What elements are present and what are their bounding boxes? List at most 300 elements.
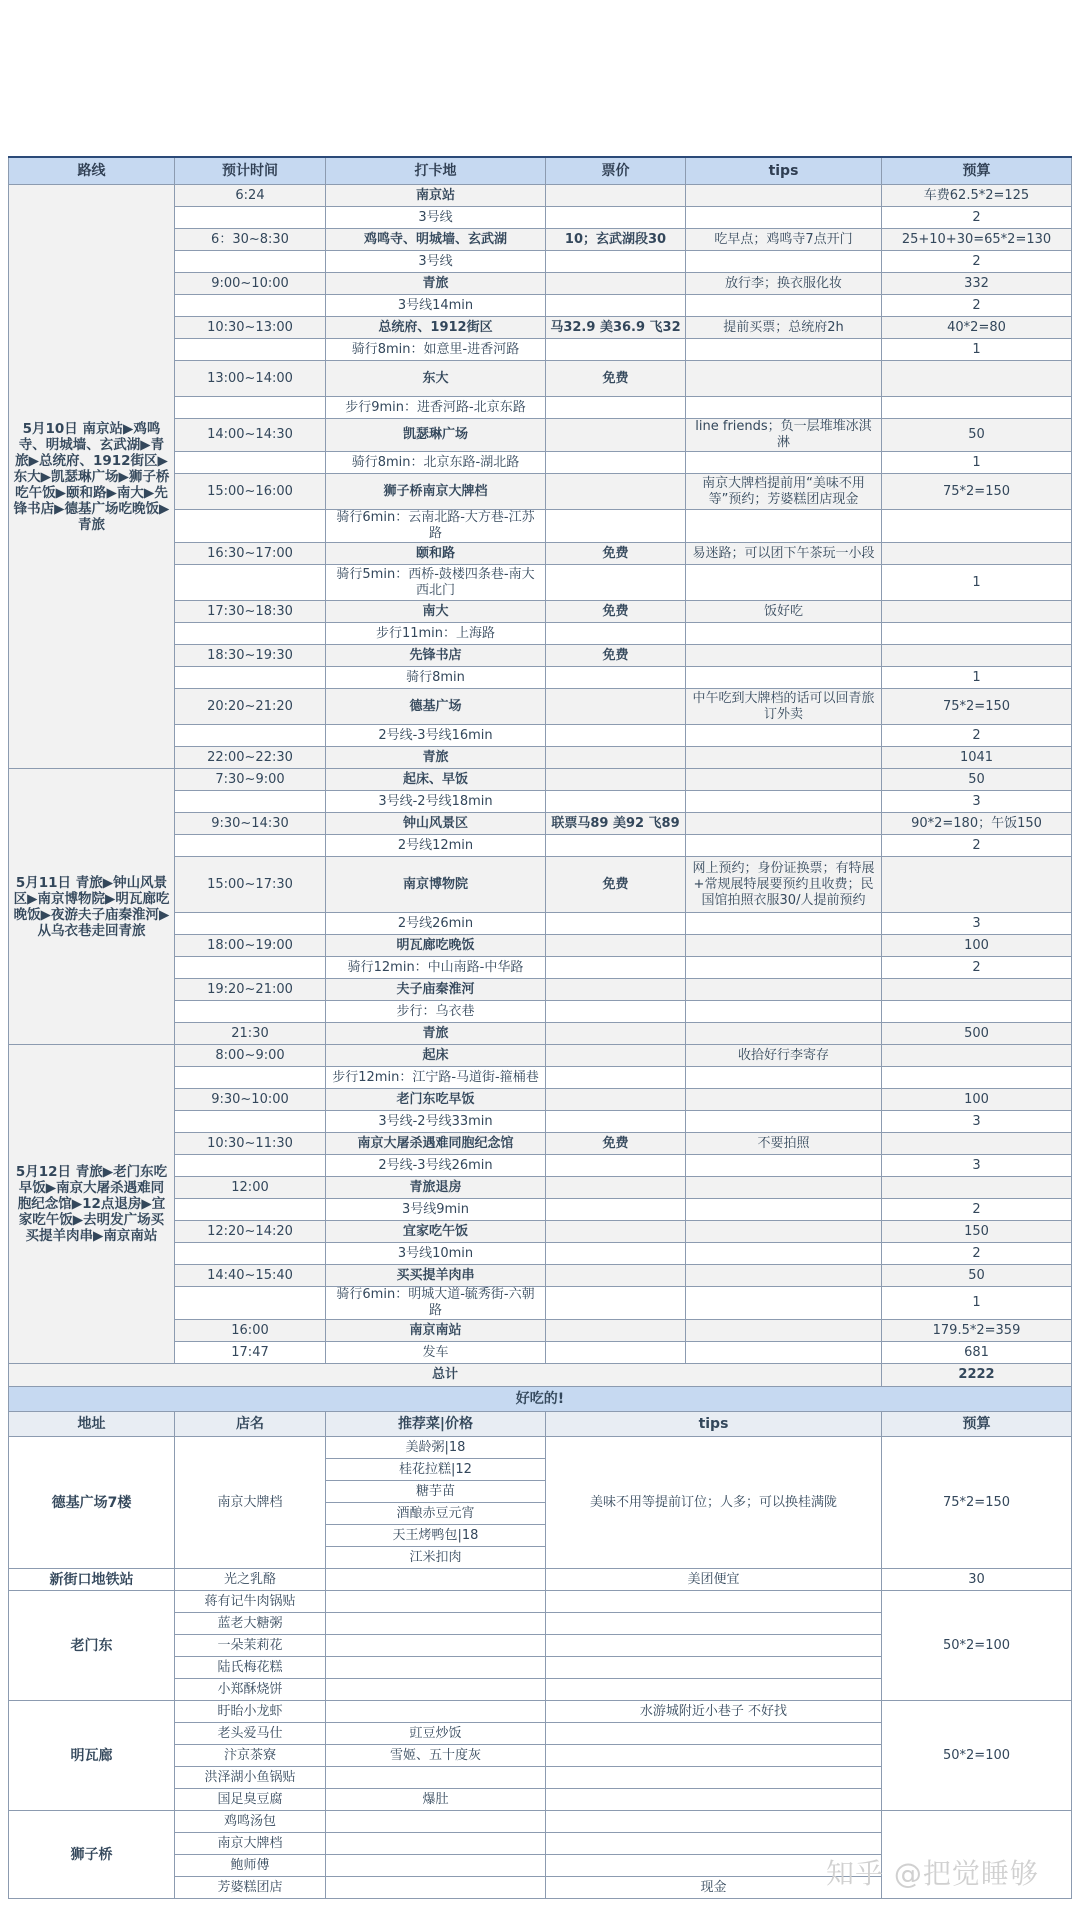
food-dish <box>326 1811 546 1833</box>
ticket-cell <box>546 913 686 935</box>
time-cell: 12:20~14:20 <box>175 1221 326 1243</box>
place-cell: 发车 <box>326 1342 546 1364</box>
tips-cell <box>686 1089 882 1111</box>
ticket-cell <box>546 295 686 317</box>
place-cell: 步行：乌衣巷 <box>326 1001 546 1023</box>
place-cell: 2号线12min <box>326 835 546 857</box>
budget-cell: 90*2=180；午饭150 <box>882 813 1072 835</box>
food-budget: 50*2=100 <box>882 1701 1072 1811</box>
food-dish: 江米扣肉 <box>326 1547 546 1569</box>
food-dish <box>326 1569 546 1591</box>
tips-cell: 网上预约；身份证换票；有特展+常规展特展要预约且收费；民国馆拍照衣服30/人提前预约 <box>686 857 882 913</box>
tips-cell <box>686 791 882 813</box>
ticket-cell <box>546 769 686 791</box>
food-shop: 小郑酥烧饼 <box>175 1679 326 1701</box>
itinerary-row <box>9 769 1072 791</box>
place-cell: 起床 <box>326 1045 546 1067</box>
time-cell <box>175 510 326 543</box>
time-cell <box>175 565 326 601</box>
time-cell <box>175 835 326 857</box>
food-row <box>9 1591 1072 1613</box>
food-row <box>9 1811 1072 1833</box>
ticket-cell: 免费 <box>546 361 686 397</box>
budget-cell: 500 <box>882 1023 1072 1045</box>
budget-cell <box>882 623 1072 645</box>
time-cell <box>175 295 326 317</box>
budget-cell: 75*2=150 <box>882 689 1072 725</box>
budget-cell: 681 <box>882 1342 1072 1364</box>
tips-cell <box>686 339 882 361</box>
tips-cell <box>686 565 882 601</box>
time-cell <box>175 725 326 747</box>
time-cell <box>175 1001 326 1023</box>
budget-cell <box>882 1133 1072 1155</box>
time-cell: 10:30~13:00 <box>175 317 326 339</box>
place-cell: 颐和路 <box>326 543 546 565</box>
tips-cell <box>686 452 882 474</box>
place-cell: 3号线-2号线33min <box>326 1111 546 1133</box>
tips-cell <box>686 979 882 1001</box>
food-shop: 一朵茉莉花 <box>175 1635 326 1657</box>
time-cell: 21:30 <box>175 1023 326 1045</box>
food-shop: 鲍师傅 <box>175 1855 326 1877</box>
tips-cell: 放行李；换衣服化妆 <box>686 273 882 295</box>
time-cell: 6:24 <box>175 185 326 207</box>
time-cell <box>175 1199 326 1221</box>
food-shop: 盱眙小龙虾 <box>175 1701 326 1723</box>
place-cell: 步行12min：江宁路-马道街-箍桶巷 <box>326 1067 546 1089</box>
time-cell: 15:00~16:00 <box>175 474 326 510</box>
tips-cell <box>686 361 882 397</box>
ticket-cell <box>546 979 686 1001</box>
budget-cell: 40*2=80 <box>882 317 1072 339</box>
ticket-cell <box>546 397 686 419</box>
tips-cell <box>686 935 882 957</box>
budget-cell: 1 <box>882 452 1072 474</box>
ticket-cell <box>546 957 686 979</box>
food-row <box>9 1437 1072 1459</box>
budget-cell: 2 <box>882 957 1072 979</box>
place-cell: 3号线 <box>326 207 546 229</box>
header-ticket: 票价 <box>546 157 686 185</box>
tips-cell <box>686 957 882 979</box>
ticket-cell <box>546 339 686 361</box>
ticket-cell <box>546 1111 686 1133</box>
food-dish: 桂花拉糕|12 <box>326 1459 546 1481</box>
ticket-cell <box>546 419 686 452</box>
time-cell <box>175 207 326 229</box>
place-cell: 3号线10min <box>326 1243 546 1265</box>
tips-cell <box>686 510 882 543</box>
time-cell <box>175 623 326 645</box>
time-cell <box>175 1287 326 1320</box>
ticket-cell <box>546 1023 686 1045</box>
time-cell: 18:00~19:00 <box>175 935 326 957</box>
table-header-row <box>9 157 1072 185</box>
ticket-cell <box>546 667 686 689</box>
ticket-cell <box>546 251 686 273</box>
ticket-cell <box>546 1199 686 1221</box>
time-cell: 12:00 <box>175 1177 326 1199</box>
food-header-dish: 推荐菜|价格 <box>326 1412 546 1437</box>
time-cell: 17:30~18:30 <box>175 601 326 623</box>
food-tips: 水游城附近小巷子 不好找 <box>546 1701 882 1723</box>
food-shop: 蓝老大糖粥 <box>175 1613 326 1635</box>
tips-cell <box>686 397 882 419</box>
time-cell <box>175 913 326 935</box>
budget-cell <box>882 1067 1072 1089</box>
tips-cell: 不要拍照 <box>686 1133 882 1155</box>
place-cell: 南京南站 <box>326 1320 546 1342</box>
food-section-row <box>9 1387 1072 1412</box>
ticket-cell <box>546 747 686 769</box>
food-shop: 光之乳酪 <box>175 1569 326 1591</box>
ticket-cell <box>546 725 686 747</box>
food-header-row <box>9 1412 1072 1437</box>
food-tips <box>546 1811 882 1833</box>
time-cell <box>175 957 326 979</box>
tips-cell <box>686 185 882 207</box>
food-shop: 南京大牌档 <box>175 1833 326 1855</box>
total-row <box>9 1364 1072 1387</box>
time-cell <box>175 1067 326 1089</box>
food-header-budget: 预算 <box>882 1412 1072 1437</box>
food-area-xinjiekou: 新街口地铁站 <box>9 1569 175 1591</box>
food-budget: 50*2=100 <box>882 1591 1072 1701</box>
place-cell: 东大 <box>326 361 546 397</box>
ticket-cell <box>546 273 686 295</box>
time-cell <box>175 339 326 361</box>
itinerary-row <box>9 1045 1072 1067</box>
place-cell: 起床、早饭 <box>326 769 546 791</box>
zhihu-watermark: 知乎 @把觉睡够 <box>826 1857 1039 1890</box>
ticket-cell <box>546 1177 686 1199</box>
ticket-cell <box>546 185 686 207</box>
ticket-cell <box>546 1067 686 1089</box>
budget-cell <box>882 361 1072 397</box>
budget-cell: 50 <box>882 1265 1072 1287</box>
budget-cell <box>882 979 1072 1001</box>
budget-cell: 1 <box>882 565 1072 601</box>
place-cell: 骑行8min <box>326 667 546 689</box>
tips-cell <box>686 251 882 273</box>
place-cell: 买买提羊肉串 <box>326 1265 546 1287</box>
budget-cell: 3 <box>882 913 1072 935</box>
day-route: 5月10日 南京站▶鸡鸣寺、明城墙、玄武湖▶青旅▶总统府、1912街区▶东大▶凯瑟琳广场▶狮子桥吃午饭▶颐和路▶南大▶先锋书店▶德基广场吃晚饭▶青旅 <box>9 185 175 769</box>
ticket-cell: 马32.9 美36.9 飞32 <box>546 317 686 339</box>
place-cell: 青旅 <box>326 747 546 769</box>
tips-cell: line friends；负一层堆堆冰淇淋 <box>686 419 882 452</box>
ticket-cell: 10；玄武湖段30 <box>546 229 686 251</box>
time-cell: 14:40~15:40 <box>175 1265 326 1287</box>
tips-cell <box>686 1287 882 1320</box>
budget-cell: 75*2=150 <box>882 474 1072 510</box>
day-route: 5月11日 青旅▶钟山风景区▶南京博物院▶明瓦廊吃晚饭▶夜游夫子庙秦淮河▶从乌衣巷走回青旅 <box>9 769 175 1045</box>
time-cell: 13:00~14:00 <box>175 361 326 397</box>
place-cell: 钟山风景区 <box>326 813 546 835</box>
budget-cell: 3 <box>882 1155 1072 1177</box>
tips-cell <box>686 913 882 935</box>
tips-cell <box>686 1199 882 1221</box>
food-dish: 酒酿赤豆元宵 <box>326 1503 546 1525</box>
food-shop: 国足臭豆腐 <box>175 1789 326 1811</box>
budget-cell <box>882 1045 1072 1067</box>
place-cell: 德基广场 <box>326 689 546 725</box>
tips-cell: 饭好吃 <box>686 601 882 623</box>
budget-cell <box>882 1177 1072 1199</box>
header-tips: tips <box>686 157 882 185</box>
tips-cell <box>686 1221 882 1243</box>
ticket-cell: 免费 <box>546 857 686 913</box>
time-cell: 16:30~17:00 <box>175 543 326 565</box>
budget-cell: 25+10+30=65*2=130 <box>882 229 1072 251</box>
ticket-cell <box>546 452 686 474</box>
place-cell: 2号线-3号线26min <box>326 1155 546 1177</box>
budget-cell: 100 <box>882 935 1072 957</box>
food-dish: 豇豆炒饭 <box>326 1723 546 1745</box>
budget-cell: 3 <box>882 1111 1072 1133</box>
ticket-cell: 免费 <box>546 645 686 667</box>
ticket-cell <box>546 1045 686 1067</box>
budget-cell: 2 <box>882 1243 1072 1265</box>
place-cell: 3号线-2号线18min <box>326 791 546 813</box>
food-tips: 现金 <box>546 1877 882 1899</box>
ticket-cell <box>546 1243 686 1265</box>
place-cell: 3号线 <box>326 251 546 273</box>
food-shop: 鸡鸣汤包 <box>175 1811 326 1833</box>
budget-cell <box>882 397 1072 419</box>
food-shop: 陆氏梅花糕 <box>175 1657 326 1679</box>
time-cell <box>175 667 326 689</box>
tips-cell <box>686 1023 882 1045</box>
place-cell: 鸡鸣寺、明城墙、玄武湖 <box>326 229 546 251</box>
time-cell: 20:20~21:20 <box>175 689 326 725</box>
tips-cell: 吃早点；鸡鸣寺7点开门 <box>686 229 882 251</box>
food-row <box>9 1701 1072 1723</box>
ticket-cell <box>546 207 686 229</box>
ticket-cell <box>546 623 686 645</box>
time-cell: 14:00~14:30 <box>175 419 326 452</box>
time-cell: 9:30~14:30 <box>175 813 326 835</box>
food-dish <box>326 1767 546 1789</box>
budget-cell: 2 <box>882 295 1072 317</box>
budget-cell <box>882 857 1072 913</box>
place-cell: 南京大屠杀遇难同胞纪念馆 <box>326 1133 546 1155</box>
place-cell: 南京站 <box>326 185 546 207</box>
food-body <box>9 1364 1072 1899</box>
budget-cell: 2 <box>882 207 1072 229</box>
food-dish: 雪姬、五十度灰 <box>326 1745 546 1767</box>
budget-cell: 179.5*2=359 <box>882 1320 1072 1342</box>
tips-cell <box>686 1265 882 1287</box>
budget-cell: 1 <box>882 339 1072 361</box>
tips-cell <box>686 725 882 747</box>
day-route: 5月12日 青旅▶老门东吃早饭▶南京大屠杀遇难同胞纪念馆▶12点退房▶宜家吃午饭▶去明发广场买买提羊肉串▶南京南站 <box>9 1045 175 1364</box>
time-cell: 7:30~9:00 <box>175 769 326 791</box>
budget-cell: 2 <box>882 251 1072 273</box>
tips-cell <box>686 207 882 229</box>
itinerary-body <box>9 185 1072 1364</box>
place-cell: 南京博物院 <box>326 857 546 913</box>
food-shop: 蒋有记牛肉锅贴 <box>175 1591 326 1613</box>
place-cell: 骑行5min：西桥-鼓楼四条巷-南大西北门 <box>326 565 546 601</box>
budget-cell: 50 <box>882 769 1072 791</box>
food-shop: 汴京茶寮 <box>175 1745 326 1767</box>
time-cell: 9:30~10:00 <box>175 1089 326 1111</box>
ticket-cell: 联票马89 美92 飞89 <box>546 813 686 835</box>
header-time: 预计时间 <box>175 157 326 185</box>
place-cell: 骑行6min：云南北路-大方巷-江苏路 <box>326 510 546 543</box>
ticket-cell <box>546 1155 686 1177</box>
ticket-cell <box>546 1089 686 1111</box>
place-cell: 明瓦廊吃晚饭 <box>326 935 546 957</box>
time-cell: 15:00~17:30 <box>175 857 326 913</box>
budget-cell: 150 <box>882 1221 1072 1243</box>
place-cell: 夫子庙秦淮河 <box>326 979 546 1001</box>
place-cell: 狮子桥南京大牌档 <box>326 474 546 510</box>
tips-cell <box>686 1111 882 1133</box>
ticket-cell <box>546 510 686 543</box>
tips-cell <box>686 1177 882 1199</box>
food-area-mingwalang: 明瓦廊 <box>9 1701 175 1811</box>
place-cell: 先锋书店 <box>326 645 546 667</box>
food-dish <box>326 1701 546 1723</box>
tips-cell <box>686 769 882 791</box>
time-cell: 22:00~22:30 <box>175 747 326 769</box>
budget-cell: 1 <box>882 667 1072 689</box>
budget-cell: 车费62.5*2=125 <box>882 185 1072 207</box>
food-section-title: 好吃的! <box>9 1387 1072 1412</box>
ticket-cell <box>546 835 686 857</box>
place-cell: 凯瑟琳广场 <box>326 419 546 452</box>
budget-cell: 2 <box>882 725 1072 747</box>
tips-cell <box>686 1155 882 1177</box>
ticket-cell <box>546 935 686 957</box>
tips-cell <box>686 667 882 689</box>
itinerary-row <box>9 185 1072 207</box>
budget-cell: 2 <box>882 835 1072 857</box>
food-dish <box>326 1591 546 1613</box>
place-cell: 老门东吃早饭 <box>326 1089 546 1111</box>
food-shop: 老头爱马仕 <box>175 1723 326 1745</box>
ticket-cell: 免费 <box>546 601 686 623</box>
food-tips: 美味不用等提前订位；人多；可以换桂满陇 <box>546 1437 882 1569</box>
ticket-cell <box>546 474 686 510</box>
food-area-dekey: 德基广场7楼 <box>9 1437 175 1569</box>
tips-cell: 易迷路；可以团下午茶玩一小段 <box>686 543 882 565</box>
time-cell: 8:00~9:00 <box>175 1045 326 1067</box>
place-cell: 青旅 <box>326 273 546 295</box>
ticket-cell: 免费 <box>546 1133 686 1155</box>
food-shop: 芳婆糕团店 <box>175 1877 326 1899</box>
time-cell: 18:30~19:30 <box>175 645 326 667</box>
time-cell: 10:30~11:30 <box>175 1133 326 1155</box>
tips-cell <box>686 1320 882 1342</box>
tips-cell <box>686 747 882 769</box>
ticket-cell <box>546 1287 686 1320</box>
budget-cell: 3 <box>882 791 1072 813</box>
time-cell: 16:00 <box>175 1320 326 1342</box>
tips-cell <box>686 1243 882 1265</box>
ticket-cell <box>546 1342 686 1364</box>
tips-cell: 中午吃到大牌档的话可以回青旅订外卖 <box>686 689 882 725</box>
tips-cell <box>686 1001 882 1023</box>
time-cell: 6：30~8:30 <box>175 229 326 251</box>
food-dish: 爆肚 <box>326 1789 546 1811</box>
place-cell: 总统府、1912街区 <box>326 317 546 339</box>
tips-cell <box>686 813 882 835</box>
ticket-cell <box>546 689 686 725</box>
budget-cell: 332 <box>882 273 1072 295</box>
place-cell: 步行11min：上海路 <box>326 623 546 645</box>
place-cell: 骑行8min：北京东路-湖北路 <box>326 452 546 474</box>
ticket-cell <box>546 1320 686 1342</box>
ticket-cell <box>546 1221 686 1243</box>
budget-cell: 2 <box>882 1199 1072 1221</box>
food-tips: 美团便宜 <box>546 1569 882 1591</box>
time-cell: 9:00~10:00 <box>175 273 326 295</box>
budget-cell <box>882 1001 1072 1023</box>
food-area-laomendong: 老门东 <box>9 1591 175 1701</box>
budget-cell <box>882 510 1072 543</box>
time-cell <box>175 452 326 474</box>
food-shop: 南京大牌档 <box>175 1437 326 1569</box>
budget-cell: 1041 <box>882 747 1072 769</box>
food-header-tips: tips <box>546 1412 882 1437</box>
total-label: 总计 <box>9 1364 882 1387</box>
place-cell: 3号线9min <box>326 1199 546 1221</box>
food-header-shop: 店名 <box>175 1412 326 1437</box>
place-cell: 2号线26min <box>326 913 546 935</box>
place-cell: 步行9min：进香河路-北京东路 <box>326 397 546 419</box>
tips-cell: 南京大牌档提前用“美味不用等”预约；芳婆糕团店现金 <box>686 474 882 510</box>
time-cell: 19:20~21:00 <box>175 979 326 1001</box>
budget-cell: 100 <box>882 1089 1072 1111</box>
itinerary-table <box>8 156 1072 1899</box>
place-cell: 2号线-3号线16min <box>326 725 546 747</box>
budget-cell <box>882 645 1072 667</box>
food-tips <box>546 1591 882 1613</box>
place-cell: 骑行8min：如意里-进香河路 <box>326 339 546 361</box>
ticket-cell <box>546 1265 686 1287</box>
place-cell: 骑行6min：明城大道-毓秀街-六朝路 <box>326 1287 546 1320</box>
tips-cell: 收拾好行李寄存 <box>686 1045 882 1067</box>
tips-cell <box>686 645 882 667</box>
header-place: 打卡地 <box>326 157 546 185</box>
time-cell <box>175 251 326 273</box>
time-cell <box>175 791 326 813</box>
tips-cell <box>686 623 882 645</box>
ticket-cell <box>546 791 686 813</box>
place-cell: 骑行12min：中山南路-中华路 <box>326 957 546 979</box>
food-area-shiziqiao: 狮子桥 <box>9 1811 175 1899</box>
budget-cell <box>882 601 1072 623</box>
place-cell: 3号线14min <box>326 295 546 317</box>
food-budget: 30 <box>882 1569 1072 1591</box>
tips-cell <box>686 835 882 857</box>
tips-cell <box>686 1067 882 1089</box>
ticket-cell: 免费 <box>546 543 686 565</box>
place-cell: 南大 <box>326 601 546 623</box>
place-cell: 宜家吃午饭 <box>326 1221 546 1243</box>
time-cell: 17:47 <box>175 1342 326 1364</box>
header-route: 路线 <box>9 157 175 185</box>
food-header-area: 地址 <box>9 1412 175 1437</box>
food-budget: 75*2=150 <box>882 1437 1072 1569</box>
food-shop: 洪泽湖小鱼锅贴 <box>175 1767 326 1789</box>
place-cell: 青旅退房 <box>326 1177 546 1199</box>
food-row <box>9 1569 1072 1591</box>
